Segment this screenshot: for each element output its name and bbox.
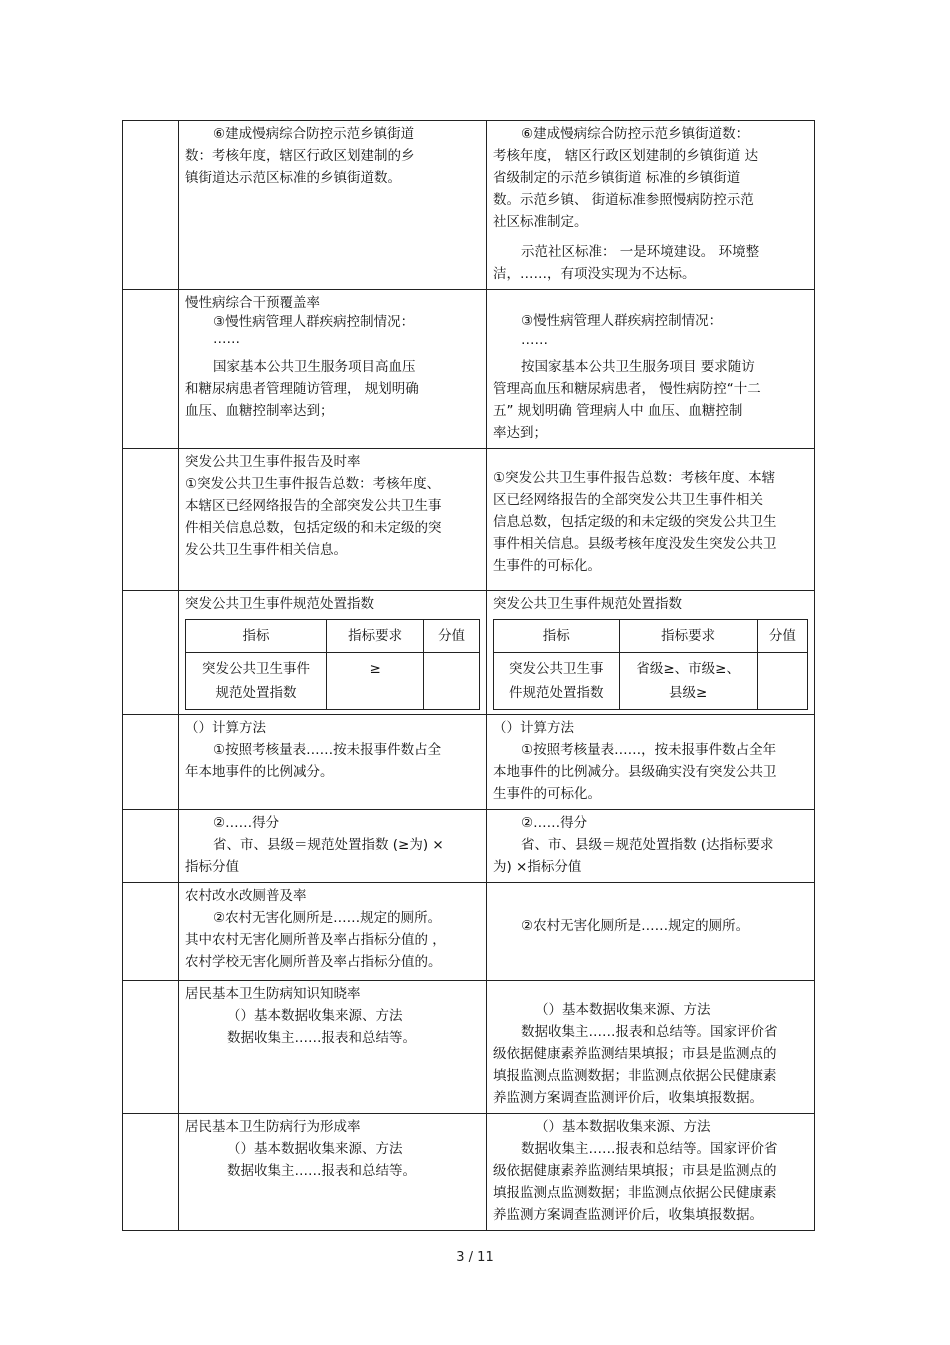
text-line: 本地事件的比例减分。县级确实没有突发公共卫 [493,764,777,780]
text-line: 镇街道达示范区标准的乡镇街道数。 [185,170,401,186]
row-label-cell [123,121,179,290]
row-label-cell [123,591,179,715]
text-line: ①突发公共卫生事件报告总数：考核年度、 [185,476,441,492]
row-label-cell [123,1114,179,1231]
left-cell [179,121,487,290]
row-label-cell [123,290,179,449]
table-row [123,449,815,591]
text-line: …… [521,332,548,348]
text-line: 血压、血糖控制率达到； [185,403,334,419]
text-line: 数。示范乡镇、 街道标准参照慢病防控示范 [493,192,754,208]
table-row [123,981,815,1114]
text-line: ②农村无害化厕所是……规定的厕所。 [213,910,442,926]
left-cell [179,290,487,449]
left-subtable [185,619,480,710]
section-title: 突发公共卫生事件规范处置指数 [185,596,374,612]
text-line: 数：考核年度，辖区行政区划建制的乡 [185,148,415,164]
subtable-header: 指标要求 [327,620,424,653]
text-line: 级依据健康素养监测结果填报；市县是监测点的 [493,1046,777,1062]
text-line: 社区标准制定。 [493,214,588,230]
text-line: （）基本数据收集来源、方法 [227,1008,403,1024]
subtable-cell: 突发公共卫生事件 规范处置指数 [186,653,327,710]
right-cell [487,290,815,449]
text-line: 考核年度， 辖区行政区划建制的乡镇街道 达 [493,148,759,164]
left-cell [179,810,487,883]
table-row [123,591,815,715]
right-cell [487,1114,815,1231]
text-line: 省、市、县级＝规范处置指数 (≥为) × [213,837,444,853]
left-cell [179,981,487,1114]
text-line: 国家基本公共卫生服务项目高血压 [213,359,416,375]
table-row [123,883,815,981]
text-line: （）计算方法 [493,720,574,736]
right-cell [487,449,815,591]
subtable-cell [757,653,807,710]
text-line: 农村改水改厕普及率 [185,888,307,904]
text-line: 居民基本卫生防病知识知晓率 [185,986,361,1002]
subtable-cell: ≥ [327,653,424,710]
text-line: （）基本数据收集来源、方法 [227,1141,403,1157]
subtable-cell: 省级≥、市级≥、 县级≥ [619,653,757,710]
text-line: 年本地事件的比例减分。 [185,764,334,780]
right-cell [487,810,815,883]
text-line: 省、市、县级＝规范处置指数 (达指标要求 [521,837,774,853]
row-label-cell [123,715,179,810]
text-line: 为) ×指标分值 [493,859,582,875]
text-line: 信息总数，包括定级的和未定级的突发公共卫生 [493,514,777,530]
text-line: ⑥建成慢病综合防控示范乡镇街道 [213,126,415,142]
row-label-cell [123,883,179,981]
text-line: 数据收集主……报表和总结等。 [227,1163,416,1179]
text-line: 件相关信息总数，包括定级的和未定级的突 [185,520,442,536]
text-line: 突发公共卫生事件报告及时率 [185,454,361,470]
text-line: ②……得分 [213,815,280,831]
right-cell [487,715,815,810]
text-line: 发公共卫生事件相关信息。 [185,542,347,558]
right-subtable [493,619,808,710]
text-line: ①按照考核量表……，按未报事件数占全年 [521,742,777,758]
table-row [123,1114,815,1231]
text-line: 示范社区标准： 一是环境建设。 环境整 [521,244,760,260]
left-cell [179,1114,487,1231]
text-line: 率达到； [493,425,547,441]
row-label-cell [123,810,179,883]
text-line: 本辖区已经网络报告的全部突发公共卫生事 [185,498,442,514]
text-line: ③慢性病管理人群疾病控制情况： [213,314,415,330]
text-line: 数据收集主……报表和总结等。国家评价省 [521,1024,778,1040]
text-line: 填报监测点监测数据；非监测点依据公民健康素 [493,1068,777,1084]
left-cell [179,449,487,591]
text-line: 数据收集主……报表和总结等。 [227,1030,416,1046]
text-line: ⑥建成慢病综合防控示范乡镇街道数： [521,126,750,142]
text-line: （）基本数据收集来源、方法 [535,1119,711,1135]
right-cell [487,591,815,715]
text-line: 省级制定的示范乡镇街道 标准的乡镇街道 [493,170,741,186]
text-line: 其中农村无害化厕所普及率占指标分值的 ， [185,932,446,948]
table-row [123,715,815,810]
text-line: 区已经网络报告的全部突发公共卫生事件相关 [493,492,763,508]
section-title: 突发公共卫生事件规范处置指数 [493,596,682,612]
text-line: 数据收集主……报表和总结等。国家评价省 [521,1141,778,1157]
subtable-header: 指标要求 [619,620,757,653]
text-line: ①按照考核量表……按未报事件数占全 [213,742,442,758]
right-cell [487,121,815,290]
text-line: 填报监测点监测数据；非监测点依据公民健康素 [493,1185,777,1201]
text-line: ①突发公共卫生事件报告总数：考核年度、本辖 [493,470,776,486]
text-line: ②农村无害化厕所是……规定的厕所。 [521,918,750,934]
left-cell [179,591,487,715]
text-line: 事件相关信息。县级考核年度没发生突发公共卫 [493,536,777,552]
text-line: …… [213,331,240,347]
subtable-cell: 突发公共卫生事 件规范处置指数 [494,653,620,710]
text-line: 和糖尿病患者管理随访管理， 规划明确 [185,381,419,397]
text-line: 慢性病综合干预覆盖率 [185,295,320,311]
text-line: 五” 规划明确 管理病人中 血压、血糖控制 [493,403,743,419]
text-line: 管理高血压和糖尿病患者， 慢性病防控“十二 [493,381,761,397]
text-line: 指标分值 [185,859,239,875]
subtable-header: 分值 [757,620,807,653]
page-number: 3 / 11 [456,1250,494,1265]
text-line: ②……得分 [521,815,588,831]
left-cell [179,883,487,981]
subtable-header: 指标 [494,620,620,653]
text-line: 养监测方案调查监测评价后，收集填报数据。 [493,1207,763,1223]
text-line: 级依据健康素养监测结果填报；市县是监测点的 [493,1163,777,1179]
text-line: （）基本数据收集来源、方法 [535,1002,711,1018]
subtable-header: 指标 [186,620,327,653]
text-line: 按国家基本公共卫生服务项目 要求随访 [521,359,755,375]
text-line: 洁，……，有项没实现为不达标。 [493,266,696,282]
right-cell [487,883,815,981]
text-line: ③慢性病管理人群疾病控制情况： [521,313,723,329]
table-row [123,290,815,449]
subtable-header: 分值 [424,620,480,653]
subtable-cell [424,653,480,710]
row-label-cell [123,449,179,591]
row-label-cell [123,981,179,1114]
indicator-table [122,120,815,1231]
text-line: （）计算方法 [185,720,266,736]
table-row [123,121,815,290]
table-row [123,810,815,883]
text-line: 居民基本卫生防病行为形成率 [185,1119,361,1135]
left-cell [179,715,487,810]
text-line: 生事件的可标化。 [493,558,601,574]
text-line: 农村学校无害化厕所普及率占指标分值的。 [185,954,442,970]
right-cell [487,981,815,1114]
text-line: 生事件的可标化。 [493,786,601,802]
text-line: 养监测方案调查监测评价后，收集填报数据。 [493,1090,763,1106]
